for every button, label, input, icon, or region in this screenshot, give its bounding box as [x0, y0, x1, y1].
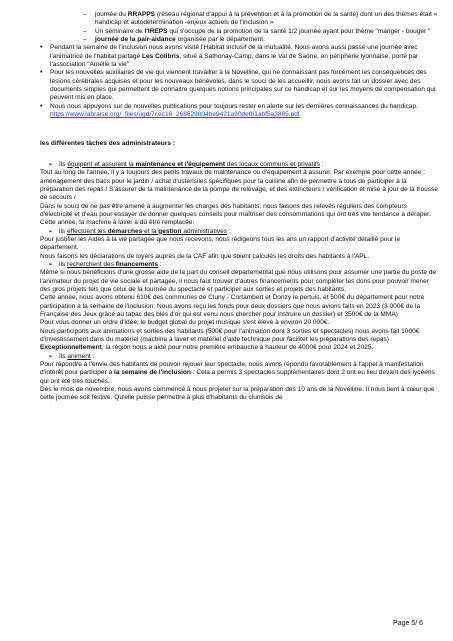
subsection-text: ils [59, 260, 68, 268]
arrow-bullet-icon: ➢ [48, 228, 54, 235]
page-content [40, 11, 440, 403]
events-list [83, 11, 440, 44]
item-text: Un séminaire de [95, 27, 145, 35]
subsection-bold: maintenance et l'équipement [135, 160, 226, 168]
paragraph: Nous participons aux animations et sorties des habitants (500€ pour l'animation dont 3 sorties et spectacles) nous avons fait 1000€ d'investissement dans du matériel (machine à laver et matériel d'aide technique pour faciliter les préparations des repas) [40, 327, 420, 344]
item-text: qui s'occupe de la promotion de la santé 1/2 journée ayant pour thème "manger - bouger " [167, 27, 431, 35]
subsection-bold: financements [115, 260, 158, 268]
bullet-dot-icon: • [40, 44, 43, 52]
list-item [83, 27, 440, 36]
subsection-text: ils [59, 227, 68, 235]
dash-bullet-icon: – [83, 11, 87, 18]
subsection-text: : [90, 352, 95, 360]
paragraph: Cette année, la machine à laver a dû être remplacée. [40, 219, 195, 227]
subsection-text: administratives [181, 227, 228, 235]
item-bold: l'IREPS [144, 27, 168, 35]
subsection-financements [40, 261, 440, 269]
section-title: les différentes tâches des administrateurs : [40, 140, 175, 148]
subsection-bold: démarches [107, 227, 143, 235]
bullet-dot-icon: • [40, 102, 43, 110]
arrow-bullet-icon: ➢ [48, 161, 54, 168]
paragraph-text: Pour répondre à l'envie des habitants de pouvoir rejouer leur spectacle, nous avons répondu favorablement à l'appel à manifestation d'intérêt pour participer à [40, 361, 424, 377]
page-number: Page 5/ 6 [393, 620, 423, 627]
arrow-bullet-icon: ➢ [48, 353, 54, 360]
paragraph: Dès le mois de novembre, nous avons commencé à nous projeter sur la préparation des 10 ans de la Novelline. Il nous tient à cœur que cette journée soit festive. Qu'elle puisse permettre à plus d'habitants du clunisois de [40, 386, 435, 402]
bullet-text: Nous nous appuyons sur de nouvelles publications pour toujours rester en alerte sur les dernières connaissances du handicap. [50, 102, 418, 110]
item-text: organisée par le département. [175, 36, 265, 44]
bullet-list [40, 44, 440, 111]
paragraph: Cette année, nous avons obtenu 610€ des communes de Cluny - Cortambert et Donzy le pertuis. et 500€ du département pour notre participation à la semaine de l'inclusion. Nous avons reçu les fonds pour deux dossiers que nous avions faits en 2023 (3 000€ de la Française des Jeux grâce au tabac des blés d'or qui est venu nous chercher pour instruire un dossier) et 3500€ de la MMA) [40, 294, 425, 318]
list-item [83, 36, 440, 44]
subsection-text: animent [67, 352, 91, 360]
bullet-text: , situé à Sathonay-Camp, dans le Val de Saône, en périphérie lyonnaise, porté par l'association "Amélie la vie" [50, 52, 419, 69]
paragraph-bold: la semaine de l'inclusion [114, 369, 191, 377]
dash-bullet-icon: – [83, 36, 87, 44]
item-text: (réseau régional d'appui à la prévention et à la promotion de la santé) dont un des thèmes était « handicap et autodétermination -enjeux actuels de l'inclusion » [95, 11, 438, 27]
paragraph [40, 361, 440, 386]
publication-link[interactable]: https://www.labraise.org/_files/ugd/7cec16_268629804be9421a90defb1abf5a3885.pdf [50, 111, 300, 119]
paragraph: aménagement des bacs pour le jardin / achat d'ustensiles spécifiques pour la cuisine afin de permettre à tous de participer à la préparation des repas / S'assurer de la maintenance de la pompe de relevage, et des extincteurs / vérification et mise à jour de la trousse de secours / [40, 177, 438, 202]
bullet-text: Pendant la semaine de l'inclusion nous avons visité l'Habitat Inclusif de la mutualité. Nous avons aussi passé une journée avec l'animatrice de l'habitat partagé [50, 44, 418, 60]
bullet-bold: Les Colibris [142, 52, 180, 60]
item-text: journée du [95, 11, 128, 18]
dash-bullet-icon: – [83, 27, 87, 35]
paragraph: Pour justifier les Aides à la vie partagée que nous recevons, nous rédigeons tous les ans un rapport d'activité détaillé pour le département. [40, 235, 401, 252]
subsection-text: des locaux communs et privatifs [225, 160, 321, 168]
paragraph: Tout au long de l'année, il y a toujours des petits travaux de maintenance ou d'équipement à assurer. Par exemple pour cette année : [40, 169, 426, 177]
subsection-text: : [158, 260, 162, 268]
bullet-item-publications [40, 103, 440, 111]
subsection-animation [40, 353, 440, 361]
subsection-maintenance [40, 161, 440, 169]
subsection-demarches [40, 228, 440, 236]
subsection-text: : [320, 160, 324, 168]
subsection-text: : [227, 227, 231, 235]
paragraph-text: , la région nous a aidé pour notre première embauche à hauteur de 4000€ pour 2024 et 2025. [101, 344, 374, 352]
item-bold: RRAPPS [127, 11, 156, 18]
paragraph: Dans le souci de ne pas être amené à augmenter les charges des habitants, nous faisons des relevés réguliers des compteurs d'électricité et d'eau pour essayer de donner quelques conseils pour maîtriser des consommations qui ont très vite tendance à déraper. [40, 202, 431, 218]
subsection-text: et la [142, 227, 159, 235]
subsection-text: Ils [59, 160, 68, 168]
subsection-text: équipent et assurent la [67, 160, 136, 168]
list-item [83, 11, 440, 28]
subsection-text: Ils [59, 352, 68, 360]
bullet-text: Pour les nouvelles auxiliaires de vie qui viennent travailler à la Novelline, qui ne connaissant pas forcément les conséquences des lésions cérébrales acquises et pour les nouveaux bénévoles, dans le souci de les accueillir, nous avons fait un dossier avec des documents simples qui permettent de connaitre quelques notions principales sur ce handicap et sur les moyens de compensation qui peuvent mis en place. [50, 69, 436, 102]
bullet-dot-icon: • [40, 69, 43, 77]
bullet-item-habitat [40, 44, 440, 69]
subsection-bold: gestion [158, 227, 182, 235]
arrow-bullet-icon: ➢ [48, 261, 54, 268]
bullet-item-auxiliaires [40, 69, 440, 102]
item-bold: journée de la pair-aidance [95, 36, 176, 44]
paragraph: Nous faisons les déclarations de loyers auprès de la CAF afin que soient calculés les droits des habitants à l'APL. [40, 252, 370, 260]
paragraph: Pour vous donner un ordre d'idée, le budget global du projet musique s'est élevé à environ 20 000€. [40, 319, 330, 327]
subsection-text: effectuent les [67, 227, 108, 235]
paragraph-text: : Cela a permis 3 spectacles supplémentaires dont 2 ont eu lieu devant des lycéens qui ont été très touchés. [40, 369, 435, 385]
paragraph-bold: Exceptionnellement [40, 344, 102, 352]
subsection-text: recherchent des [67, 260, 116, 268]
paragraph: Même si nous bénéficions d'une grosse aide de la part du conseil départemental que nous utilisons pour assumer une partie du poste de l'animateur du projet de vie sociale et partagée, il nous faut trouver d'autres financements pour compléter les dons pour pouvoir mener des gros projets tels que celui de la tournée du spectacle et participer aux sorties et projets des habitants. [40, 269, 437, 293]
paragraph-exceptionnellement [40, 344, 440, 352]
